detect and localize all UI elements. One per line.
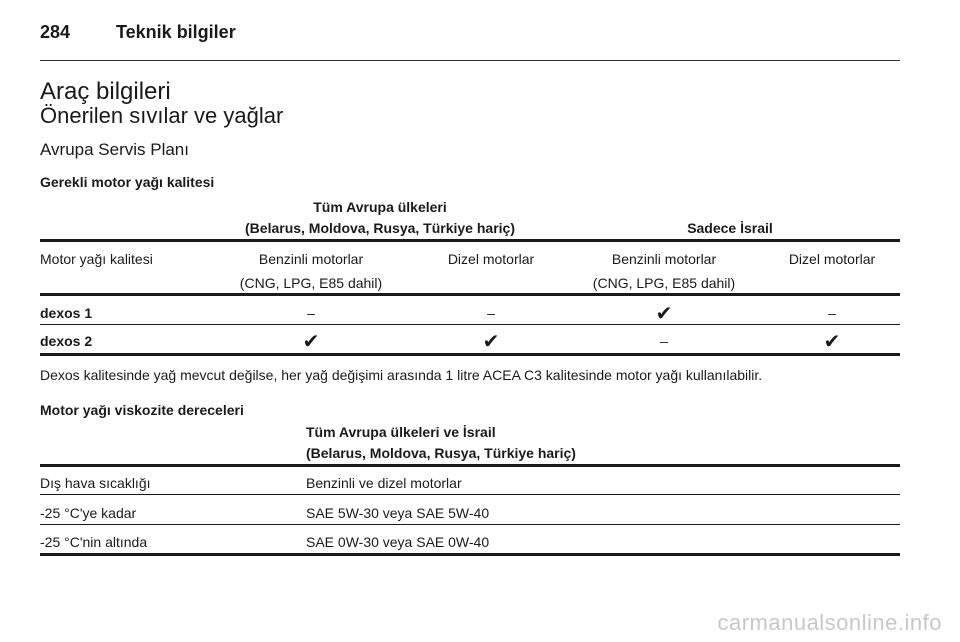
oil-quality-heading: Gerekli motor yağı kalitesi: [40, 174, 215, 190]
table-cell-temp: -25 °C'ye kadar: [40, 505, 137, 521]
table-cell-oil: SAE 5W-30 veya SAE 5W-40: [306, 505, 490, 521]
column-header: Motor yağı kalitesi: [40, 251, 153, 267]
column-header: Benzinli motorlar: [611, 251, 717, 267]
column-header: Benzinli motorlar: [258, 251, 364, 267]
watermark: carmanualsonline.info: [717, 610, 942, 635]
table-cell-temp: -25 °C'nin altında: [40, 534, 148, 550]
table-rule: [40, 353, 900, 356]
group-header-israel: Sadece İsrail: [687, 220, 773, 236]
table-cell: –: [828, 305, 836, 321]
chapter-title: Teknik bilgiler: [116, 22, 236, 42]
checkmark-icon: ✔: [655, 301, 673, 325]
table-rule: [40, 324, 900, 325]
group-header-europe-line2: (Belarus, Moldova, Rusya, Türkiye hariç): [245, 220, 515, 236]
group-header-line1: Tüm Avrupa ülkeleri ve İsrail: [306, 424, 496, 440]
column-header: Dizel motorlar: [788, 251, 876, 267]
table-rule: [40, 553, 900, 556]
column-subheader: (CNG, LPG, E85 dahil): [592, 275, 736, 291]
table-row-label: dexos 1: [40, 305, 93, 321]
column-header: Benzinli ve dizel motorlar: [306, 475, 462, 491]
column-subheader: (CNG, LPG, E85 dahil): [239, 275, 383, 291]
column-header: Dizel motorlar: [447, 251, 535, 267]
table-cell-oil: SAE 0W-30 veya SAE 0W-40: [306, 534, 490, 550]
table-rule: [40, 464, 900, 467]
checkmark-icon: ✔: [482, 329, 500, 353]
table-cell: –: [307, 305, 315, 321]
table-row-label: dexos 2: [40, 333, 93, 349]
table-rule: [40, 494, 900, 495]
table-rule: [40, 239, 900, 242]
viscosity-heading: Motor yağı viskozite dereceleri: [40, 402, 244, 418]
dexos-note: Dexos kalitesinde yağ mevcut değilse, her yağ değişimi arasında 1 litre ACEA C3 kalitesinde motor yağı kullanılabilir.: [40, 367, 763, 383]
checkmark-icon: ✔: [302, 329, 320, 353]
table-rule: [40, 293, 900, 296]
column-header: Dış hava sıcaklığı: [40, 475, 151, 491]
plan-title: Avrupa Servis Planı: [40, 140, 189, 159]
checkmark-icon: ✔: [823, 329, 841, 353]
group-header-europe-line1: Tüm Avrupa ülkeleri: [313, 199, 447, 215]
header-divider: [40, 60, 900, 61]
section-title: Araç bilgileri: [40, 78, 171, 105]
table-cell: –: [660, 333, 668, 349]
subsection-title: Önerilen sıvılar ve yağlar: [40, 103, 284, 128]
table-cell: –: [487, 305, 495, 321]
table-rule: [40, 524, 900, 525]
page-number: 284: [40, 22, 71, 42]
group-header-line2: (Belarus, Moldova, Rusya, Türkiye hariç): [306, 445, 576, 461]
